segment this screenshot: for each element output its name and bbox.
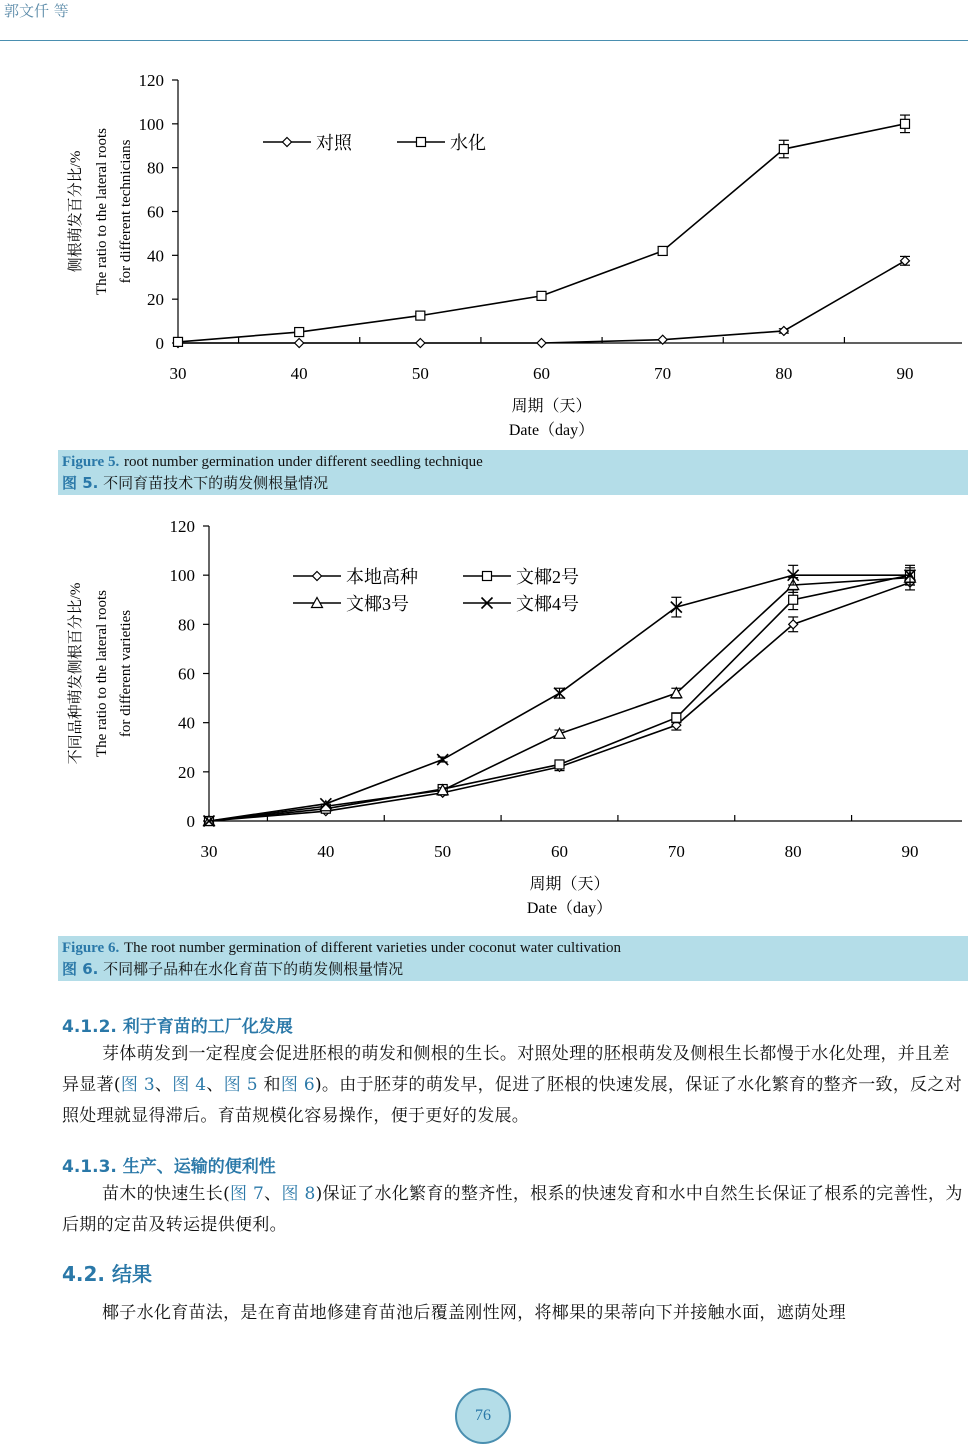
section-heading-4-1-3: 4.1.3. 生产、运输的便利性 (62, 1157, 276, 1177)
y-axis-label-zh: 侧根萌发百分比/% (68, 150, 84, 273)
x-tick-label: 40 (290, 364, 308, 383)
y-tick-label: 0 (155, 334, 164, 353)
x-tick-label: 90 (896, 364, 914, 383)
y-tick-label: 0 (186, 812, 195, 831)
figure-5-chart (60, 50, 968, 445)
data-point-1 (295, 328, 304, 337)
paragraph-text: 、 (206, 1075, 224, 1095)
data-point-1 (174, 337, 183, 346)
y-tick-label: 60 (147, 202, 164, 222)
data-point-1 (779, 145, 788, 154)
data-point-0 (779, 326, 788, 335)
figure-5-caption (58, 450, 968, 495)
paragraph-text: )保证了水化繁育的整齐性，根系的快速发育和水中自然生长保证了根系的完善性，为后期的定苗及转运提供便利。 (62, 1184, 963, 1235)
series-line-1 (178, 124, 905, 342)
figure-5-caption-en: root number germination under different seedling technique (124, 454, 483, 470)
data-point-0 (295, 339, 304, 348)
series-line-0 (178, 261, 905, 343)
legend-marker (417, 138, 426, 147)
data-point-1 (672, 713, 681, 722)
x-axis-label-zh: 周期（天） (529, 876, 610, 893)
paragraph-text: 、 (264, 1184, 282, 1204)
section-paragraph (62, 1298, 966, 1329)
figure-6-label: Figure 6. (62, 940, 120, 956)
y-axis-label-zh: 不同品种萌发侧根百分比/% (68, 582, 84, 765)
legend-label: 文椰3号 (346, 594, 409, 614)
legend-label: 文椰4号 (516, 594, 579, 614)
figure-6-caption (58, 936, 968, 981)
data-point-1 (416, 311, 425, 320)
figure-reference-link[interactable]: 图 8 (281, 1184, 316, 1204)
legend-label: 本地高种 (346, 567, 418, 587)
x-tick-label: 70 (654, 364, 672, 383)
data-point-0 (537, 339, 546, 348)
x-tick-label: 90 (901, 842, 919, 861)
figure-reference-link[interactable]: 图 7 (230, 1184, 265, 1204)
paragraph-text: 椰子水化育苗法，是在育苗地修建育苗池后覆盖刚性网，将椰果的果蒂向下并接触水面，遮荫处理 (102, 1303, 846, 1323)
data-point-1 (901, 119, 910, 128)
series-line-2 (209, 578, 910, 821)
data-point-1 (789, 595, 798, 604)
y-axis-label-en-1: The ratio to the lateral roots (94, 127, 110, 296)
figure-5-label-zh: 图 5. (62, 474, 99, 492)
y-tick-label: 80 (178, 615, 195, 635)
header-authors: 郭文仟 等 (4, 2, 69, 20)
x-axis-label-en: Date（day） (508, 422, 595, 439)
legend-marker (313, 572, 322, 581)
x-tick-label: 70 (667, 842, 685, 861)
x-tick-label: 50 (411, 364, 429, 383)
data-point-1 (555, 760, 564, 769)
figure-6-caption-zh: 不同椰子品种在水化育苗下的萌发侧根量情况 (103, 960, 404, 978)
y-tick-label: 120 (169, 517, 195, 536)
paragraph-text: 苗木的快速生长( (102, 1184, 231, 1204)
x-axis-label-zh: 周期（天） (511, 398, 592, 415)
y-tick-label: 60 (178, 664, 195, 684)
y-tick-label: 40 (178, 713, 195, 733)
series-line-0 (209, 583, 910, 821)
data-point-1 (537, 291, 546, 300)
y-tick-label: 120 (138, 71, 164, 90)
figure-6-chart (60, 508, 968, 930)
paragraph-text: 和 (257, 1075, 281, 1095)
figure-5-label: Figure 5. (62, 454, 120, 470)
page-number: 76 (455, 1388, 511, 1444)
y-tick-label: 40 (147, 246, 164, 266)
data-point-3 (437, 754, 448, 765)
y-axis-label-en-2: for different technicians (118, 139, 134, 284)
x-tick-label: 30 (169, 364, 187, 383)
figure-6-caption-en: The root number germination of different varieties under coconut water cultivation (124, 940, 622, 956)
figure-reference-link[interactable]: 图 5 (223, 1075, 258, 1095)
y-tick-label: 100 (169, 566, 195, 586)
x-tick-label: 60 (533, 364, 550, 383)
section-paragraph (62, 1179, 966, 1241)
figure-reference-link[interactable]: 图 6 (280, 1075, 315, 1095)
x-tick-label: 60 (551, 842, 568, 861)
y-tick-label: 80 (147, 158, 164, 178)
x-tick-label: 80 (784, 842, 802, 861)
x-tick-label: 40 (317, 842, 335, 861)
data-point-1 (658, 246, 667, 255)
y-tick-label: 20 (147, 290, 164, 310)
y-axis-label-en-1: The ratio to the lateral roots (94, 589, 110, 758)
figure-reference-link[interactable]: 图 4 (172, 1075, 207, 1095)
data-point-0 (901, 256, 910, 265)
x-axis-label-en: Date（day） (526, 900, 613, 917)
section-heading-4-2: 4.2. 结果 (62, 1262, 152, 1286)
legend-label: 水化 (450, 133, 486, 153)
y-axis-label-en-2: for different varieties (118, 609, 134, 738)
x-tick-label: 50 (434, 842, 452, 861)
paragraph-text: 、 (154, 1075, 173, 1095)
figure-reference-link[interactable]: 图 3 (120, 1075, 155, 1095)
figure-6-label-zh: 图 6. (62, 960, 99, 978)
legend-label: 对照 (316, 133, 352, 153)
figure-5-caption-zh: 不同育苗技术下的萌发侧根量情况 (103, 474, 329, 492)
section-heading-4-1-2: 4.1.2. 利于育苗的工厂化发展 (62, 1017, 293, 1037)
x-tick-label: 80 (775, 364, 793, 383)
y-tick-label: 100 (138, 114, 164, 134)
legend-marker (283, 138, 292, 147)
page-header (0, 0, 968, 41)
paragraph-text: 芽体萌发到一定程度会促进胚根的萌发和侧根的生长。对照处理的胚根萌发及侧根生长都慢于水化处理，并且差异显著( (62, 1044, 950, 1095)
legend-marker (483, 572, 492, 581)
section-paragraph (62, 1039, 966, 1132)
y-tick-label: 20 (178, 762, 195, 782)
legend-label: 文椰2号 (516, 567, 579, 587)
data-point-0 (416, 339, 425, 348)
paragraph-text: )。由于胚芽的萌发早，促进了胚根的快速发展，保证了水化繁育的整齐一致，反之对照处理就显得滞后。育苗规模化容易操作，便于更好的发展。 (62, 1075, 963, 1126)
x-tick-label: 30 (200, 842, 218, 861)
